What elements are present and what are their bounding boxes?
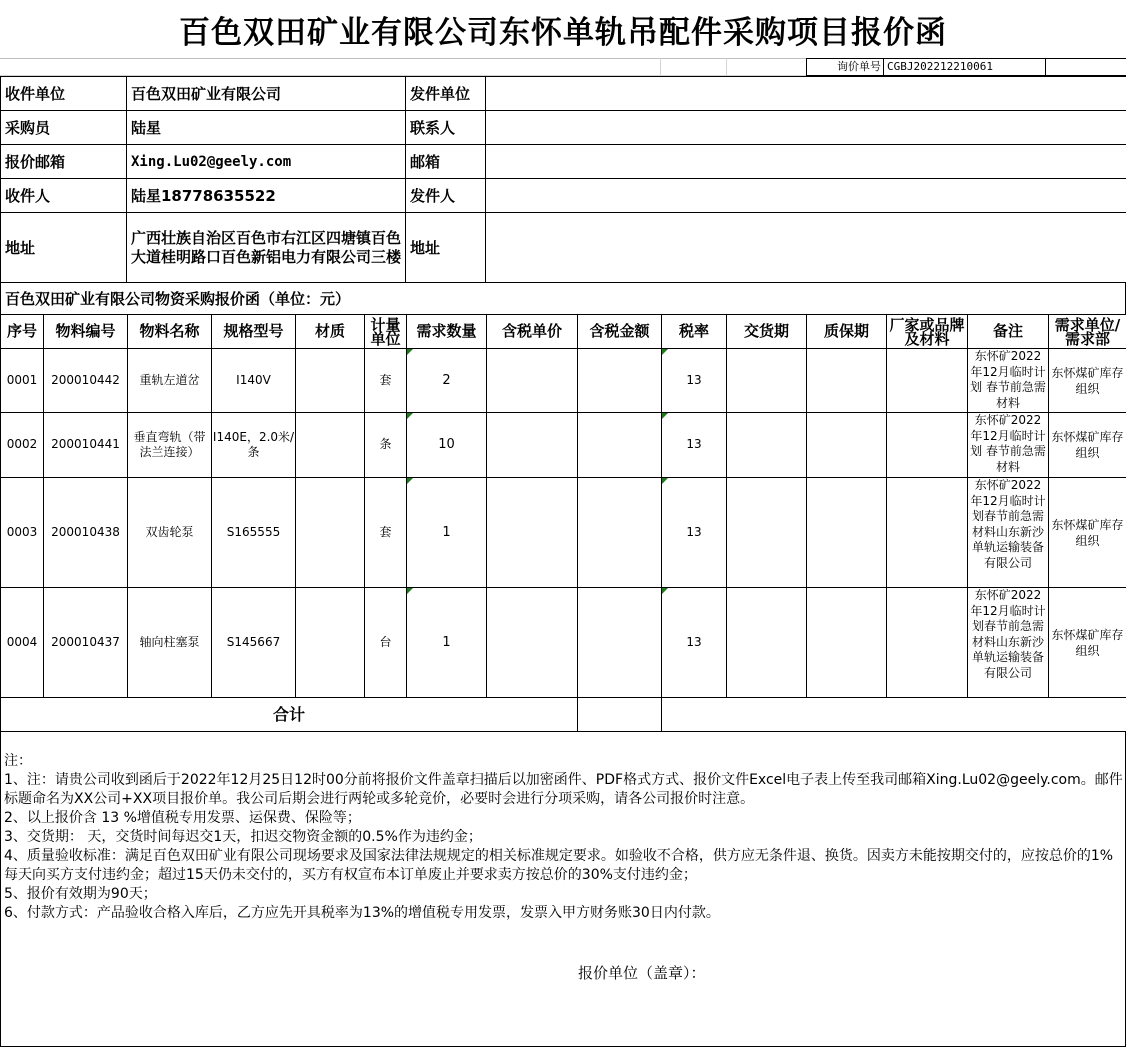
note-4: 4、质量验收标准：满足百色双田矿业有限公司现场要求及国家法律法规规定的相关标准规定要求。如验收不合格，供方应无条件退、换货。因卖方未能按期交付的，应按总价的1% 每天向买方支付违约金；超过15天仍未交付的，买方有权宣布本订单废止并要求卖方按总价的30%支付违约金； (4, 848, 1118, 883)
row-unit: 台 (365, 588, 407, 698)
notes-section (0, 732, 1126, 1047)
row-spec: S145667 (212, 588, 296, 698)
address2-value[interactable] (486, 213, 1126, 283)
row-delivery-cell[interactable] (727, 478, 807, 588)
inquiry-row-tail (1046, 58, 1126, 76)
row-amount-cell[interactable] (578, 413, 662, 478)
row-amount-cell[interactable] (578, 349, 662, 413)
col-price: 含税单价 (487, 315, 578, 349)
row-material-cell[interactable] (296, 349, 365, 413)
sender-value[interactable] (486, 179, 1126, 213)
row-maker-cell[interactable] (887, 413, 968, 478)
row-unit: 套 (365, 349, 407, 413)
table-caption: 百色双田矿业有限公司物资采购报价函（单位：元） (0, 282, 1126, 314)
address-label: 地址 (1, 213, 127, 283)
row-maker-cell[interactable] (887, 588, 968, 698)
recv-unit-label: 收件单位 (1, 77, 127, 111)
row-spec: S165555 (212, 478, 296, 588)
total-row (1, 698, 1126, 732)
sender-label: 发件人 (406, 179, 486, 213)
row-tax: 13 (662, 413, 727, 478)
row-delivery-cell[interactable] (727, 413, 807, 478)
header-row (1, 315, 1126, 349)
col-remark: 备注 (968, 315, 1049, 349)
row-material-cell[interactable] (296, 413, 365, 478)
row-dept: 东怀煤矿库存组织 (1049, 349, 1126, 413)
row-dept: 东怀煤矿库存组织 (1049, 588, 1126, 698)
note-5: 5、报价有效期为90天； (4, 886, 157, 902)
col-tax: 税率 (662, 315, 727, 349)
send-unit-label: 发件单位 (406, 77, 486, 111)
quote-email-value[interactable]: Xing.Lu02@geely.com (127, 145, 406, 179)
col-amount: 含税金额 (578, 315, 662, 349)
contact-value[interactable] (486, 111, 1126, 145)
inquiry-number-label: 询价单号 (806, 58, 884, 76)
col-maker: 厂家或品牌及材料 (887, 315, 968, 349)
total-label: 合计 (1, 698, 578, 732)
col-spec: 规格型号 (212, 315, 296, 349)
row-amount-cell[interactable] (578, 588, 662, 698)
row-dept: 东怀煤矿库存组织 (1049, 478, 1126, 588)
email-value[interactable] (486, 145, 1126, 179)
row-remark: 东怀矿2022年12月临时计划 春节前急需材料 (968, 413, 1049, 478)
col-qty: 需求数量 (407, 315, 487, 349)
quote-email-label: 报价邮箱 (1, 145, 127, 179)
table-row (1, 413, 1126, 478)
row-spec: I140E，2.0米/条 (212, 413, 296, 478)
row-remark: 东怀矿2022年12月临时计划春节前急需材料山东新沙单轨运输装备有限公司 (968, 478, 1049, 588)
row-price-cell[interactable] (487, 478, 578, 588)
row-name: 重轨左道岔 (128, 349, 212, 413)
gridline (660, 58, 661, 76)
recv-unit-value[interactable]: 百色双田矿业有限公司 (127, 77, 406, 111)
stamp-label: 报价单位（盖章）： (578, 964, 706, 982)
row-code: 200010437 (44, 588, 128, 698)
note-3: 3、交货期： 天，交货时间每迟交1天，扣迟交物资金额的0.5%作为违约金； (4, 829, 482, 845)
col-delivery: 交货期 (727, 315, 807, 349)
row-material-cell[interactable] (296, 588, 365, 698)
inquiry-number-value[interactable]: CGBJ202212210061 (884, 58, 1046, 76)
row-price-cell[interactable] (487, 349, 578, 413)
gridline (726, 58, 727, 76)
row-remark: 东怀矿2022年12月临时计划 春节前急需材料 (968, 349, 1049, 413)
col-code: 物料编号 (44, 315, 128, 349)
row-material-cell[interactable] (296, 478, 365, 588)
row-delivery-cell[interactable] (727, 349, 807, 413)
buyer-value[interactable]: 陆星 (127, 111, 406, 145)
row-price-cell[interactable] (487, 588, 578, 698)
col-unit: 计量单位 (365, 315, 407, 349)
contact-info-table (0, 76, 1126, 283)
row-dept: 东怀煤矿库存组织 (1049, 413, 1126, 478)
row-name: 双齿轮泵 (128, 478, 212, 588)
total-rest-cell (662, 698, 1126, 732)
row-warranty-cell[interactable] (807, 588, 887, 698)
row-code: 200010442 (44, 349, 128, 413)
row-tax: 13 (662, 588, 727, 698)
row-spec: I140V (212, 349, 296, 413)
row-maker-cell[interactable] (887, 478, 968, 588)
row-code: 200010441 (44, 413, 128, 478)
address-value[interactable]: 广西壮族自治区百色市右江区四塘镇百色大道桂明路口百色新铝电力有限公司三楼 (127, 213, 406, 283)
row-seq: 0002 (1, 413, 44, 478)
row-tax: 13 (662, 349, 727, 413)
row-qty: 2 (407, 349, 487, 413)
address2-label: 地址 (406, 213, 486, 283)
row-warranty-cell[interactable] (807, 478, 887, 588)
row-warranty-cell[interactable] (807, 413, 887, 478)
row-code: 200010438 (44, 478, 128, 588)
row-qty: 1 (407, 478, 487, 588)
note-2: 2、以上报价含 13 %增值税专用发票、运保费、保险等； (4, 810, 361, 826)
send-unit-value[interactable] (486, 77, 1126, 111)
row-warranty-cell[interactable] (807, 349, 887, 413)
recipient-value[interactable]: 陆星18778635522 (127, 179, 406, 213)
total-amount-cell[interactable] (578, 698, 662, 732)
contact-label: 联系人 (406, 111, 486, 145)
row-unit: 条 (365, 413, 407, 478)
row-seq: 0004 (1, 588, 44, 698)
row-remark: 东怀矿2022年12月临时计划春节前急需材料山东新沙单轨运输装备有限公司 (968, 588, 1049, 698)
row-price-cell[interactable] (487, 413, 578, 478)
row-qty: 10 (407, 413, 487, 478)
row-unit: 套 (365, 478, 407, 588)
col-name: 物料名称 (128, 315, 212, 349)
recipient-label: 收件人 (1, 179, 127, 213)
table-row (1, 478, 1126, 588)
page-title: 百色双田矿业有限公司东怀单轨吊配件采购项目报价函 (0, 0, 1126, 59)
row-seq: 0003 (1, 478, 44, 588)
row-delivery-cell[interactable] (727, 588, 807, 698)
table-row (1, 588, 1126, 698)
col-warranty: 质保期 (807, 315, 887, 349)
row-maker-cell[interactable] (887, 349, 968, 413)
table-row (1, 349, 1126, 413)
row-seq: 0001 (1, 349, 44, 413)
col-material: 材质 (296, 315, 365, 349)
note-6: 6、付款方式：产品验收合格入库后，乙方应先开具税率为13%的增值税专用发票，发票入甲方财务账30日内付款。 (4, 905, 720, 921)
buyer-label: 采购员 (1, 111, 127, 145)
col-seq: 序号 (1, 315, 44, 349)
row-qty: 1 (407, 588, 487, 698)
row-tax: 13 (662, 478, 727, 588)
items-table (0, 314, 1126, 732)
note-1: 1、注：请贵公司收到函后于2022年12月25日12时00分前将报价文件盖章扫描后以加密函件、PDF格式方式、报价文件Excel电子表上传至我司邮箱Xing.Lu02@geely.com。邮件标题命名为XX公司+XX项目报价单。我公司后期会进行两轮或多轮竞价，必要时会进行分项采购，请各公司报价时注意。 (4, 772, 1123, 807)
row-amount-cell[interactable] (578, 478, 662, 588)
notes-heading: 注： (4, 753, 32, 769)
col-dept: 需求单位/需求部 (1049, 315, 1126, 349)
row-name: 垂直弯轨（带法兰连接） (128, 413, 212, 478)
email-label: 邮箱 (406, 145, 486, 179)
row-name: 轴向柱塞泵 (128, 588, 212, 698)
